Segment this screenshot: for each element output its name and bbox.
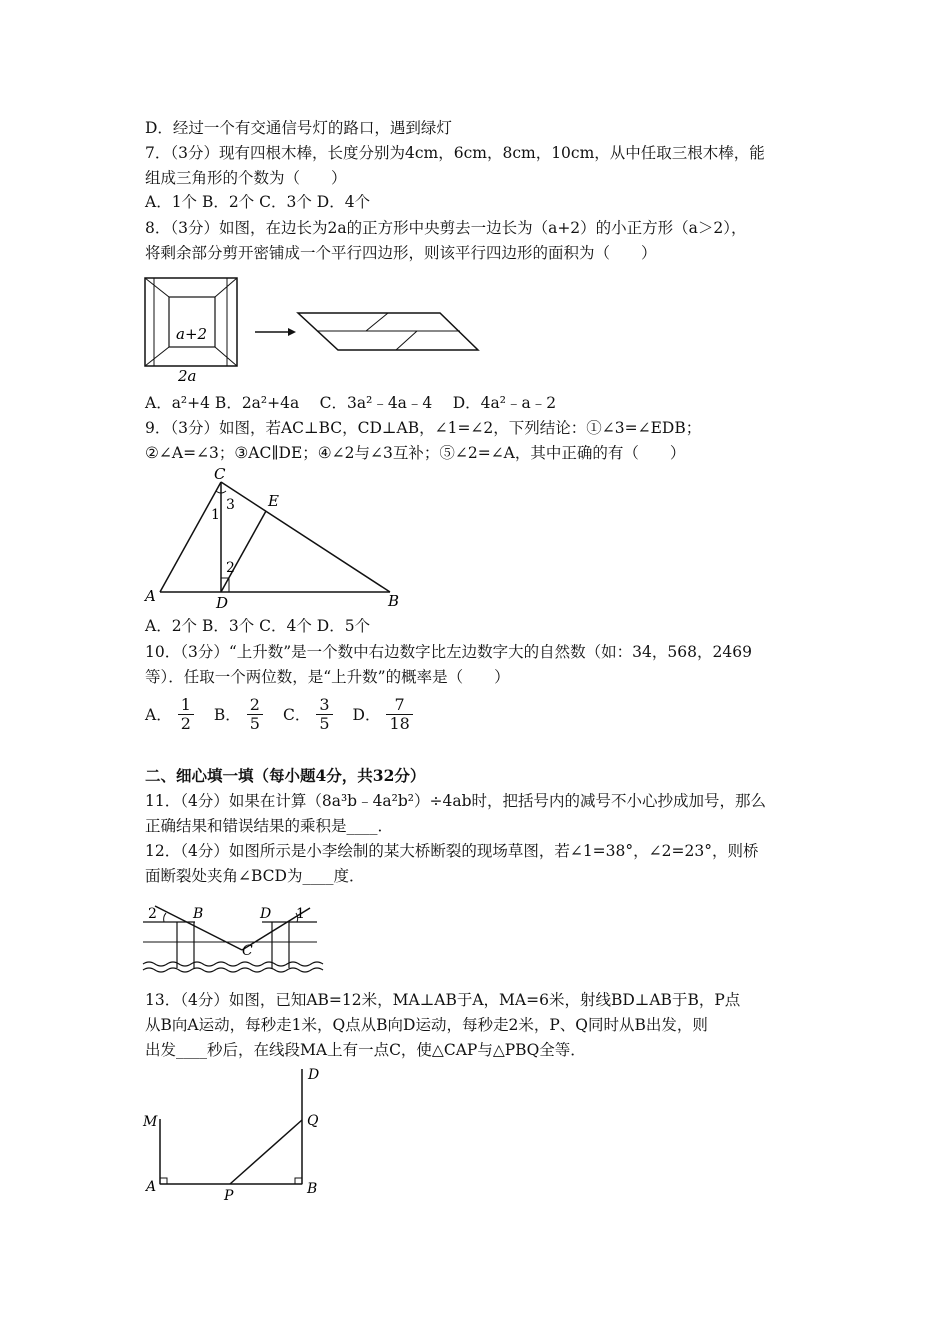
q10-line1: 10．（3分）“上升数”是一个数中右边数字比左边数字大的自然数（如：34，568，2469 <box>145 643 752 661</box>
q8-line1: 8．（3分）如图，在边长为2a的正方形中央剪去一边长为（a+2）的小正方形（a＞2）， <box>145 219 747 237</box>
q12-figure <box>140 896 325 980</box>
label-1: 1 <box>296 906 305 922</box>
q12-line1: 12．（4分）如图所示是小李绘制的某大桥断裂的现场草图，若∠1=38°，∠2=23°，则桥 <box>145 842 759 860</box>
section-2-heading: 二、细心填一填（每小题4分，共32分） <box>145 766 426 785</box>
q10-line2: 等）．任取一个两位数，是“上升数”的概率是（ ） <box>145 668 510 686</box>
fraction: $\frac{2}{5}$ <box>247 696 263 733</box>
q9-figure <box>140 466 410 612</box>
label-D: D <box>260 906 272 922</box>
label-B: B <box>388 592 400 610</box>
label-3: 3 <box>226 497 235 513</box>
outer-label: 2a <box>178 367 197 385</box>
q8-figure <box>140 272 500 387</box>
q9-line1: 9．（3分）如图，若AC⊥BC，CD⊥AB，∠1=∠2，下列结论：①∠3=∠EDB； <box>145 419 702 437</box>
q11-line1: 11．（4分）如果在计算（8a³b﹣4a²b²）÷4ab时，把括号内的减号不小心抄成加号，那么 <box>145 792 767 810</box>
q8-line2: 将剩余部分剪开密铺成一个平行四边形，则该平行四边形的面积为（ ） <box>145 244 657 262</box>
label-M: M <box>143 1114 158 1130</box>
q7-line1: 7．（3分）现有四根木棒，长度分别为4cm，6cm，8cm，10cm，从中任取三根木棒，能 <box>145 144 765 162</box>
q13-figure <box>140 1064 340 1204</box>
label-2: 2 <box>226 560 235 576</box>
label-C: C <box>242 943 253 959</box>
fraction: $\frac{7}{18}$ <box>386 696 412 733</box>
q13-line2: 从B向A运动，每秒走1米，Q点从B向D运动，每秒走2米，P、Q同时从B出发，则 <box>145 1016 708 1034</box>
label-A: A <box>146 1179 157 1195</box>
q9-options: A．2个 B．3个 C．4个 D．5个 <box>145 617 371 635</box>
q10-option-d: D． $\frac{7}{18}$ <box>353 696 415 733</box>
q10-option-c: C． $\frac{3}{5}$ <box>283 696 335 733</box>
label-B: B <box>193 906 204 922</box>
q8-options: A．a²+4 B．2a²+4a C．3a²﹣4a﹣4 D．4a²﹣a﹣2 <box>145 394 557 412</box>
q9-line2: ②∠A=∠3；③AC∥DE；④∠2与∠3互补；⑤∠2=∠A，其中正确的有（ ） <box>145 444 686 462</box>
label-C: C <box>214 466 226 483</box>
q12-line2: 面断裂处夹角∠BCD为____度． <box>145 867 365 885</box>
label-D: D <box>216 594 229 612</box>
q10-option-b: B． $\frac{2}{5}$ <box>214 696 265 733</box>
label-P: P <box>224 1188 234 1204</box>
q10-option-a: A． $\frac{1}{2}$ <box>145 696 196 733</box>
q11-line2: 正确结果和错误结果的乘积是____． <box>145 817 394 835</box>
label-Q: Q <box>307 1113 319 1129</box>
fraction: $\frac{1}{2}$ <box>178 696 194 733</box>
q13-line3: 出发____秒后，在线段MA上有一点C，使△CAP与△PBQ全等． <box>145 1041 586 1059</box>
q6-option-d: D．经过一个有交通信号灯的路口，遇到绿灯 <box>145 119 452 137</box>
q10-options <box>145 692 433 736</box>
label-1: 1 <box>211 507 220 523</box>
label-D: D <box>308 1067 320 1083</box>
q7-options: A．1个 B．2个 C．3个 D．4个 <box>145 193 371 211</box>
fraction: $\frac{3}{5}$ <box>316 696 332 733</box>
label-B: B <box>307 1181 318 1197</box>
outer-square <box>145 278 237 366</box>
label-E: E <box>268 492 279 510</box>
q7-line2: 组成三角形的个数为（ ） <box>145 169 347 187</box>
label-A: A <box>145 587 156 605</box>
inner-label: a+2 <box>176 325 208 343</box>
label-2: 2 <box>148 906 157 922</box>
q13-line1: 13．（4分）如图，已知AB=12米，MA⊥AB于A，MA=6米，射线BD⊥AB于B，P点 <box>145 991 741 1009</box>
